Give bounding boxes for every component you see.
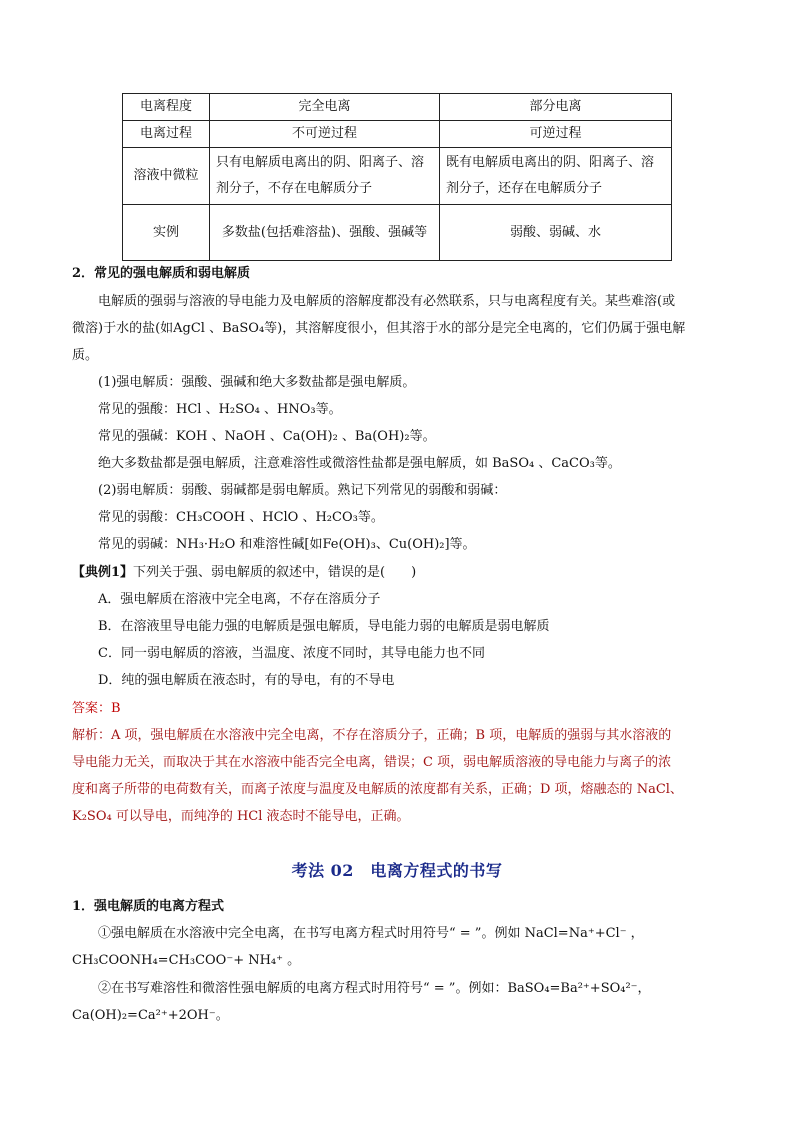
table-cell: 完全电离: [210, 94, 440, 121]
analysis-line: K₂SO₄ 可以导电，而纯净的 HCl 液态时不能导电，正确。: [72, 809, 410, 824]
table-cell: 电离过程: [123, 121, 210, 148]
paragraph-line: 常见的强酸：HCl 、H₂SO₄ 、HNO₃等。: [98, 402, 342, 417]
table-row: [123, 205, 672, 261]
table-cell: 电离程度: [123, 94, 210, 121]
section-heading: 考法 02 电离方程式的书写: [291, 861, 503, 880]
table-cell: 既有电解质电离出的阴、阳离子、溶剂分子，还存在电解质分子: [440, 148, 672, 205]
paragraph-line: 电解质的强弱与溶液的导电能力及电解质的溶解度都没有必然联系，只与电离程度有关。某些难溶(或: [98, 294, 676, 309]
paragraph-line: 绝大多数盐都是强电解质，注意难溶性或微溶性盐都是强电解质，如 BaSO₄ 、CaCO₃等。: [98, 456, 621, 471]
paragraph-line: 微溶)于水的盐(如AgCl 、BaSO₄等)，其溶解度很小，但其溶于水的部分是完全电离的，它们仍属于强电解: [72, 321, 686, 336]
table-cell: 部分电离: [440, 94, 672, 121]
question-text: 下列关于强、弱电解质的叙述中，错误的是( ): [133, 565, 417, 580]
subsection-title: 1．强电解质的电离方程式: [72, 899, 225, 914]
option-b: B．在溶液里导电能力强的电解质是强电解质，导电能力弱的电解质是弱电解质: [98, 619, 550, 634]
paragraph-line: (2)弱电解质：弱酸、弱碱都是弱电解质。熟记下列常见的弱酸和弱碱：: [98, 483, 507, 498]
paragraph-line: Ca(OH)₂=Ca²⁺+2OH⁻。: [72, 1008, 229, 1023]
example-label: 【典例1】: [72, 565, 134, 580]
answer: 答案：B: [72, 701, 121, 716]
section-title: 2．常见的强电解质和弱电解质: [72, 266, 251, 281]
paragraph-line: (1)强电解质：强酸、强碱和绝大多数盐都是强电解质。: [98, 375, 416, 390]
table-cell: 只有电解质电离出的阴、阳离子、溶剂分子，不存在电解质分子: [210, 148, 440, 205]
paragraph-line: ②在书写难溶性和微溶性强电解质的电离方程式时用符号“ = ”。例如：BaSO₄=Ba²⁺+SO₄²⁻，: [98, 981, 651, 996]
paragraph-line: 常见的弱酸：CH₃COOH 、HClO 、H₂CO₃等。: [98, 510, 384, 525]
paragraph-line: 常见的强碱：KOH 、NaOH 、Ca(OH)₂ 、Ba(OH)₂等。: [98, 429, 436, 444]
table-cell: 实例: [123, 205, 210, 261]
analysis-line: 导电能力无关，而取决于其在水溶液中能否完全电离，错误；C 项，弱电解质溶液的导电能力与离子的浓: [72, 755, 672, 770]
paragraph-line: ①强电解质在水溶液中完全电离，在书写电离方程式时用符号“ = ”。例如 NaCl=Na⁺+Cl⁻ ，: [98, 926, 644, 941]
option-c: C．同一弱电解质的溶液，当温度、浓度不同时，其导电能力也不同: [98, 646, 485, 661]
table-row: [123, 94, 672, 121]
analysis-line: 解析：A 项，强电解质在水溶液中完全电离，不存在溶质分子，正确；B 项，电解质的强弱与其水溶液的: [72, 728, 672, 743]
option-a: A．强电解质在溶液中完全电离，不存在溶质分子: [98, 592, 381, 607]
table-cell: 弱酸、弱碱、水: [440, 205, 672, 261]
table-row: [123, 148, 672, 205]
analysis-line: 度和离子所带的电荷数有关，而离子浓度与温度及电解质的浓度都有关系，正确；D 项，熔融态的 NaCl、: [72, 782, 683, 797]
option-d: D．纯的强电解质在液态时，有的导电，有的不导电: [98, 673, 395, 688]
comparison-table: [122, 93, 672, 261]
table-cell: 不可逆过程: [210, 121, 440, 148]
table-cell: 溶液中微粒: [123, 148, 210, 205]
example-question: [72, 561, 722, 580]
paragraph-line: 常见的弱碱：NH₃·H₂O 和难溶性碱[如Fe(OH)₃、Cu(OH)₂]等。: [98, 537, 476, 552]
paragraph-line: 质。: [72, 348, 99, 363]
table-cell: 可逆过程: [440, 121, 672, 148]
paragraph-line: CH₃COONH₄=CH₃COO⁻+ NH₄⁺ 。: [72, 953, 301, 968]
table-row: [123, 121, 672, 148]
table-cell: 多数盐(包括难溶盐)、强酸、强碱等: [210, 205, 440, 261]
